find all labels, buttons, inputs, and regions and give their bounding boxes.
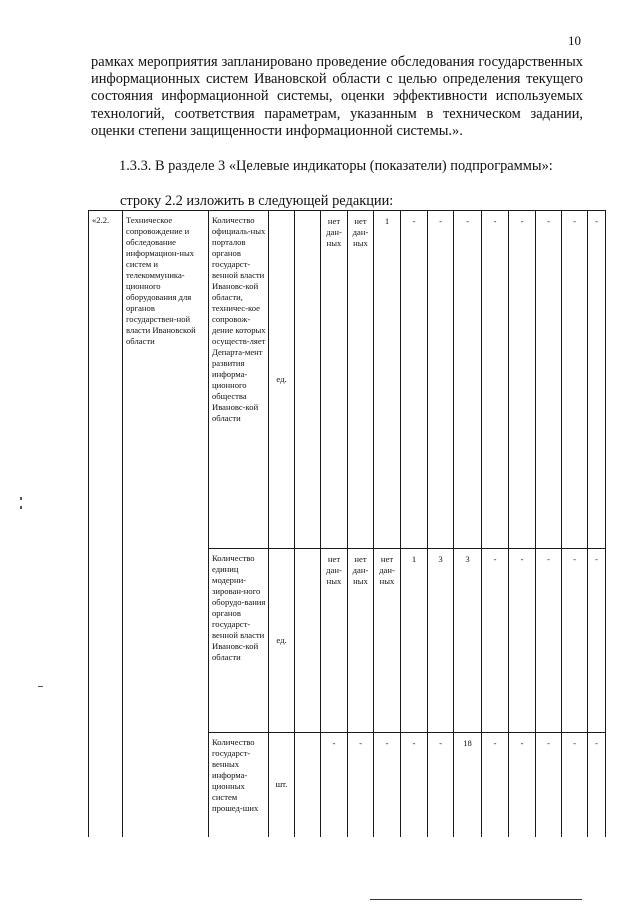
event-name-cell: Техническое сопровождение и обследование информацион-ных систем и телекоммуника-ционного оборудования для органов государствен-ной власти Ивановской области [123,211,209,837]
value-cell: 3 [454,549,482,733]
value-cell: - [562,549,588,733]
value-cell: - [321,733,348,837]
value-cell: - [588,211,606,549]
indicator-table [88,210,606,837]
value-cell: - [348,733,374,837]
value-cell: - [536,549,562,733]
indicator-name-cell: Количество единиц модерни-зирован-ного оборудо-вания органов государст-венной власти Ивановс-кой области [209,549,269,733]
value-cell: 1 [401,549,428,733]
value-cell: - [482,733,509,837]
value-cell: - [401,733,428,837]
value-cell [295,549,321,733]
footer-rule [370,899,582,900]
body-paragraph-3: строку 2.2 изложить в следующей редакции: [120,193,394,209]
value-cell: нет дан-ных [348,211,374,549]
value-cell: - [588,549,606,733]
value-cell: - [536,733,562,837]
page-number: 10 [568,33,581,48]
value-cell: - [509,549,536,733]
value-cell: 1 [374,211,401,549]
body-paragraph-2: 1.3.3. В разделе 3 «Целевые индикаторы (показатели) подпрограммы»: [119,158,553,174]
value-cell: - [588,733,606,837]
value-cell: 3 [428,549,454,733]
value-cell: - [509,211,536,549]
value-cell: - [428,211,454,549]
value-cell: - [536,211,562,549]
value-cell: - [374,733,401,837]
value-cell: - [401,211,428,549]
scan-mark [20,497,22,500]
value-cell [295,211,321,549]
body-paragraph-1: рамках мероприятия запланировано проведение обследования государственных информационных систем Ивановской области с целью определения текущего состояния информационной системы, оценки эффективности используемых технологий, соответствия параметрам, указанным в техническом задании, оценки степени защищенности информационной системы.». [91,54,583,139]
unit-cell: ед. [269,549,295,733]
scan-mark [20,506,22,509]
value-cell: нет дан-ных [374,549,401,733]
value-cell: - [428,733,454,837]
value-cell: - [562,733,588,837]
value-cell: нет дан-ных [321,211,348,549]
value-cell: - [509,733,536,837]
value-cell: нет дан-ных [348,549,374,733]
value-cell: 18 [454,733,482,837]
unit-cell: шт. [269,733,295,837]
unit-cell: ед. [269,211,295,549]
value-cell: - [482,211,509,549]
value-cell: - [562,211,588,549]
scan-mark [38,686,43,687]
indicator-name-cell: Количество государст-венных информа-ционных систем прошед-ших [209,733,269,837]
value-cell: - [482,549,509,733]
table-row [89,211,606,549]
value-cell [295,733,321,837]
row-number-cell: «2.2. [89,211,123,837]
indicator-name-cell: Количество официаль-ных порталов органов государст-венной власти Ивановс-кой области, техничес-кое сопровож-дение которых осуществ-ляет Департа-мент развития информа-ционного общества Ивановс-кой области [209,211,269,549]
value-cell: нет дан-ных [321,549,348,733]
value-cell: - [454,211,482,549]
